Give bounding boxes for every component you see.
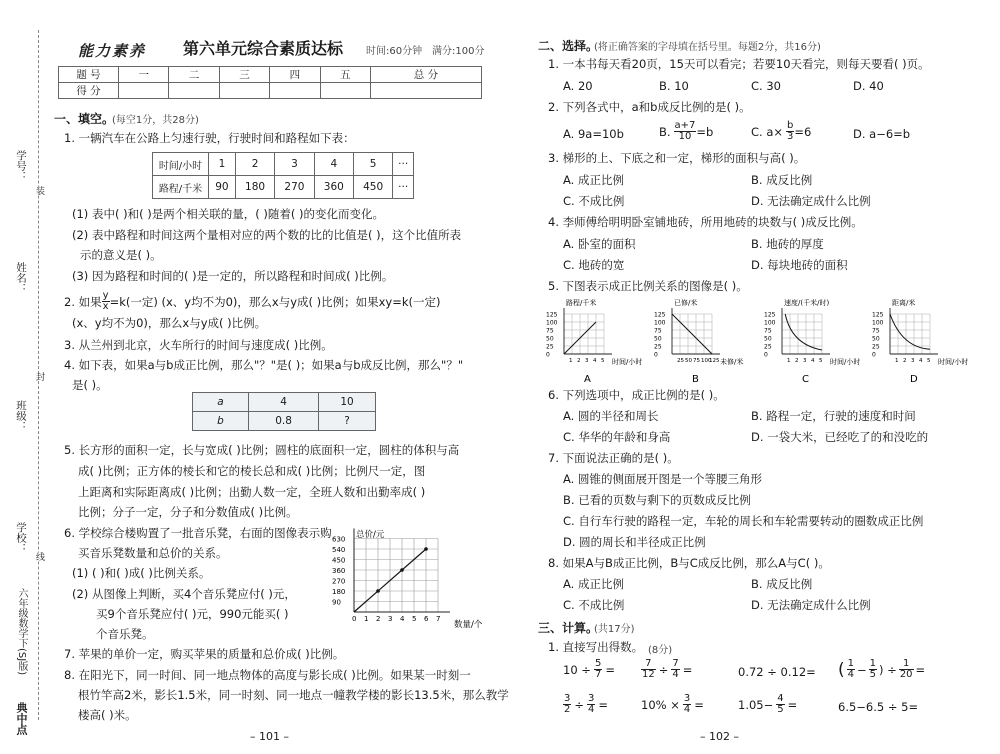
choice-q4-b[interactable]: B. 地砖的厚度 — [751, 237, 824, 251]
fill-q8-c: 楼高( )米。 — [78, 708, 137, 722]
calc-expr-4 — [838, 659, 925, 680]
y-tick-label: 25 — [872, 343, 880, 351]
calc-expr-1 — [563, 659, 615, 680]
choice-q1: 1. 一本书每天看20页，15天可以看完；若要10天看完，则每天要看( )页。 — [548, 57, 930, 71]
fraction-numerator: b — [787, 120, 794, 131]
calc-expr-3: 0.72 ÷ 0.12= — [738, 665, 816, 679]
fill-q1: 1. 一辆汽车在公路上匀速行驶，行驶时间和路程如下表： — [64, 131, 355, 145]
calc-text: = — [787, 697, 798, 712]
x-tick-label: 3 — [388, 615, 393, 623]
choice-q6: 6. 下列选项中，成正比例的是( )。 — [548, 388, 725, 402]
choice-q4-a[interactable]: A. 卧室的面积 — [563, 237, 636, 251]
score-header: 题 号 — [59, 67, 119, 83]
choice-q5: 5. 下图表示成正比例关系的图像是( )。 — [548, 279, 748, 293]
y-tick-label: 75 — [872, 327, 880, 335]
page-title: 第六单元综合素质达标 — [183, 39, 344, 58]
school-label: 学校： — [15, 522, 27, 554]
x-tick-label: 3 — [803, 358, 807, 364]
q1-cell: 4 — [314, 153, 353, 176]
x-tick-label: 75 — [693, 358, 700, 364]
chart-xlabel: 未修/米 — [720, 358, 744, 366]
fraction-numerator: 7 — [672, 658, 679, 669]
fill-q8-a: 8. 在阳光下，同一时间、同一地点物体的高度与影长成( )比例。如果某一时刻一 — [64, 668, 471, 682]
choice-q6-a[interactable]: A. 圆的半径和周长 — [563, 409, 659, 423]
x-tick-label: 0 — [352, 615, 357, 623]
calc-fraction — [587, 694, 595, 715]
q1-cell: 180 — [235, 176, 274, 199]
y-tick-label: 125 — [546, 311, 558, 319]
x-tick-label: 125 — [709, 358, 720, 364]
choice-q8: 8. 如果A与B成正比例，B与C成反比例，那么A与C( )。 — [548, 556, 830, 570]
q4-cell: ? — [319, 412, 376, 431]
fraction-numerator: 3 — [683, 693, 691, 704]
option-letter: B. — [659, 124, 671, 139]
calc-text: = — [598, 697, 609, 712]
choice-q2-a[interactable]: A. 9a=10b — [563, 127, 624, 141]
calc-q1-note: (8分) — [648, 645, 673, 656]
y-tick-label: 0 — [872, 351, 876, 359]
x-tick-label: 2 — [903, 358, 907, 364]
x-tick-label: 5 — [819, 358, 823, 364]
fill-q6-2c: 个音乐凳。 — [96, 627, 154, 641]
choice-q7-c[interactable]: C. 自行车行驶的路程一定，车轮的周长和车轮需要转动的圈数成正比例 — [563, 514, 924, 528]
choice-q2-c[interactable] — [751, 121, 811, 142]
brand-logo: 典中点 — [15, 702, 28, 735]
fill-q5-d: 比例；分子一定，分子和分数值成( )比例。 — [78, 505, 298, 519]
choice-q1-c[interactable]: C. 30 — [751, 79, 781, 93]
y-tick-label: 50 — [546, 335, 554, 343]
fraction-denominator: 4 — [683, 704, 691, 715]
y-tick-label: 360 — [332, 567, 346, 575]
fraction-denominator: 5 — [777, 704, 784, 715]
page-number-left: – 101 – — [250, 730, 289, 743]
choice-q4-d[interactable]: D. 每块地砖的面积 — [751, 258, 848, 272]
x-tick-label: 5 — [927, 358, 931, 364]
choice-q3-b[interactable]: B. 成反比例 — [751, 173, 813, 187]
fill-q5-a: 5. 长方形的面积一定，长与宽成( )比例；圆柱的底面积一定，圆柱的体积与高 — [64, 443, 460, 457]
y-tick-label: 125 — [872, 311, 884, 319]
cut-mark-feng: 封 — [34, 372, 44, 381]
section-2-note: (将正确答案的字母填在括号里。每题2分，共16分) — [594, 42, 821, 53]
calc-text: = — [682, 662, 693, 677]
score-header: 一 — [119, 67, 169, 83]
q5-chart-a[interactable] — [544, 298, 664, 388]
q6-ylabel: 总价/元 — [356, 530, 385, 540]
fraction-denominator: 4 — [672, 669, 679, 680]
calc-text: 1.05− — [738, 697, 774, 712]
x-tick-label: 1 — [364, 615, 369, 623]
fraction-numerator: 1 — [869, 658, 877, 669]
chart-letter: A — [584, 374, 591, 385]
fraction-numerator: a+7 — [674, 120, 696, 131]
student-id-label: 学号： — [15, 150, 27, 182]
chart-xlabel: 时间/小时 — [612, 358, 643, 366]
x-tick-label: 2 — [577, 358, 581, 364]
fill-q2 — [64, 291, 441, 312]
x-tick-label: 1 — [569, 358, 573, 364]
score-header: 总 分 — [370, 67, 481, 83]
calc-text: ÷ — [574, 697, 585, 712]
fraction-numerator: 3 — [564, 693, 571, 704]
cut-mark-xian: 线 — [34, 552, 44, 561]
q1-cell: 2 — [235, 153, 274, 176]
score-header: 五 — [320, 67, 370, 83]
q1-cell: 3 — [275, 153, 314, 176]
calc-fraction — [847, 659, 855, 680]
fill-q6-2a: (2) 从图像上判断，买4个音乐凳应付( )元， — [72, 587, 296, 601]
score-cell[interactable] — [370, 83, 481, 99]
q1-cell: 90 — [209, 176, 236, 199]
choice-q6-d[interactable]: D. 一袋大米，已经吃了的和没吃的 — [751, 430, 929, 444]
fill-q4-a: 4. 如下表，如果a与b成正比例，那么"？"是( )；如果a与b成反比例，那么"？" — [64, 358, 464, 372]
option-letter: C. a× — [751, 124, 784, 139]
q6-xlabel: 数量/个 — [454, 620, 483, 628]
y-tick-label: 75 — [764, 327, 772, 335]
price-point — [424, 547, 428, 551]
chart-letter: C — [802, 374, 809, 385]
y-tick-label: 100 — [654, 319, 666, 327]
section-3-note: (共17分) — [594, 624, 635, 635]
fill-q5-b: 成( )比例；正方体的棱长和它的棱长总和成( )比例；比例尺一定，图 — [78, 464, 426, 478]
fraction-denominator: 4 — [588, 704, 595, 715]
x-tick-label: 6 — [424, 615, 429, 623]
name-label: 姓名： — [15, 262, 27, 294]
calc-expr-6 — [641, 694, 704, 715]
x-tick-label: 3 — [585, 358, 589, 364]
calc-fraction — [899, 659, 914, 680]
choice-q6-b[interactable]: B. 路程一定，行驶的速度和时间 — [751, 409, 916, 423]
calc-fraction — [869, 659, 877, 680]
option-tail: =6 — [794, 124, 812, 139]
calc-text: − — [857, 662, 867, 677]
calc-fraction — [671, 659, 679, 680]
score-cell[interactable] — [169, 83, 219, 99]
class-label: 班级： — [15, 400, 27, 432]
fill-q1-2b: 示的意义是( )。 — [80, 248, 162, 262]
x-tick-label: 4 — [919, 358, 923, 364]
calc-text: = — [605, 662, 615, 677]
q1-cell: 时间/小时 — [153, 153, 209, 176]
choice-q7-b[interactable]: B. 已看的页数与剩下的页数成反比例 — [563, 493, 751, 507]
y-tick-label: 0 — [546, 351, 550, 359]
score-table — [58, 66, 482, 99]
choice-q7-d[interactable]: D. 圆的周长和半径成正比例 — [563, 535, 706, 549]
fraction-denominator: 12 — [642, 669, 655, 680]
y-tick-label: 125 — [764, 311, 776, 319]
calc-text: ) ÷ — [879, 662, 897, 677]
calc-text: = — [694, 697, 704, 712]
fraction-denominator: 5 — [869, 669, 877, 680]
fraction-numerator: 4 — [777, 693, 784, 704]
a-plus-7-over-10-fraction — [674, 121, 697, 142]
q4-cell: 10 — [319, 393, 376, 412]
choice-q8-d[interactable]: D. 无法确定成什么比例 — [751, 598, 871, 612]
choice-q3: 3. 梯形的上、下底之和一定，梯形的面积与高( )。 — [548, 151, 806, 165]
cut-mark-zhuang: 装 — [34, 186, 44, 195]
x-tick-label: 50 — [685, 358, 692, 364]
chart-xlabel: 时间/小时 — [938, 358, 969, 366]
chart-ylabel: 速度/(千米/时) — [784, 299, 830, 307]
fraction-numerator: y — [102, 290, 109, 301]
q1-cell: ··· — [393, 176, 414, 199]
x-tick-label: 1 — [787, 358, 791, 364]
y-tick-label: 50 — [872, 335, 880, 343]
section-3-title: 三、计算。 — [538, 621, 599, 635]
calc-expr-2 — [641, 659, 692, 680]
score-header: 二 — [169, 67, 219, 83]
y-tick-label: 50 — [764, 335, 772, 343]
choice-q4-c[interactable]: C. 地砖的宽 — [563, 258, 625, 272]
score-cell[interactable] — [320, 83, 370, 99]
y-tick-label: 100 — [872, 319, 884, 327]
calc-text: = — [915, 662, 926, 677]
graph-line — [672, 314, 712, 354]
calc-text: 10 ÷ — [563, 662, 591, 677]
y-tick-label: 90 — [332, 598, 341, 607]
fraction-denominator: x — [102, 301, 109, 312]
score-cell[interactable] — [119, 83, 169, 99]
y-tick-label: 540 — [332, 546, 346, 554]
x-tick-label: 1 — [895, 358, 899, 364]
score-header: 三 — [219, 67, 269, 83]
q1-cell: 5 — [353, 153, 392, 176]
fill-q6-2b: 买9个音乐凳应付( )元，990元能买( ) — [96, 607, 289, 621]
score-cell[interactable] — [270, 83, 320, 99]
score-header: 四 — [270, 67, 320, 83]
fraction-denominator: 20 — [899, 669, 913, 680]
y-tick-label: 180 — [332, 588, 346, 596]
fill-q6-b: 买音乐凳数量和总价的关系。 — [78, 546, 228, 560]
fraction-denominator: 3 — [787, 131, 794, 142]
q6-grid — [332, 529, 450, 624]
fill-q1-3: (3) 因为路程和时间的( )是一定的，所以路程和时间成( )比例。 — [72, 269, 394, 283]
chart-ylabel: 路程/千米 — [566, 299, 597, 307]
q1-cell: ··· — [393, 153, 414, 176]
chart-ylabel: 距离/米 — [892, 299, 916, 307]
price-point — [376, 589, 380, 593]
fraction-denominator: 7 — [594, 669, 602, 680]
q1-cell: 1 — [209, 153, 236, 176]
y-tick-label: 75 — [654, 327, 662, 335]
q4-cell: 0.8 — [249, 412, 319, 431]
calc-text: ÷ — [658, 662, 669, 677]
choice-q8-b[interactable]: B. 成反比例 — [751, 577, 813, 591]
x-tick-label: 4 — [811, 358, 815, 364]
fraction-numerator: 5 — [594, 658, 602, 669]
x-tick-label: 100 — [701, 358, 712, 364]
q1-cell: 路程/千米 — [153, 176, 209, 199]
choice-q3-c[interactable]: C. 不成比例 — [563, 194, 625, 208]
q4-cell: a — [193, 393, 249, 412]
calc-fraction — [641, 659, 656, 680]
choice-q2-d[interactable]: D. a−6=b — [853, 127, 911, 141]
choice-q7: 7. 下面说法正确的是( )。 — [548, 451, 679, 465]
calc-expr-8: 6.5−6.5 ÷ 5= — [838, 700, 919, 714]
chart-letter: D — [910, 374, 918, 385]
y-tick-label: 270 — [332, 577, 346, 586]
fraction-denominator: 2 — [564, 704, 571, 715]
page-number-right: – 102 – — [700, 730, 739, 743]
y-tick-label: 0 — [764, 351, 768, 359]
choice-q2-b[interactable] — [659, 121, 713, 142]
fill-q4-b: 是( )。 — [72, 378, 108, 392]
y-tick-label: 630 — [332, 535, 346, 544]
fill-q3: 3. 从兰州到北京，火车所行的时间与速度成( )比例。 — [64, 338, 333, 352]
q5-chart-d[interactable] — [870, 298, 990, 388]
score-cell[interactable] — [219, 83, 269, 99]
calc-expr-5 — [563, 694, 608, 715]
fraction-denominator: 4 — [847, 669, 855, 680]
q1-table — [152, 152, 414, 199]
y-tick-label: 125 — [654, 311, 666, 319]
choice-q4: 4. 李师傅给明明卧室铺地砖，所用地砖的块数与( )成反比例。 — [548, 215, 863, 229]
x-tick-label: 25 — [677, 358, 684, 364]
choice-q8-a[interactable]: A. 成正比例 — [563, 577, 624, 591]
x-tick-label: 3 — [911, 358, 915, 364]
chart-ylabel: 已修/米 — [674, 299, 698, 307]
calc-q1: 1. 直接写出得数。 — [548, 640, 644, 654]
time-limit: 时间:60分钟 — [366, 46, 423, 57]
q1-cell: 450 — [353, 176, 392, 199]
choice-q6-c[interactable]: C. 华华的年龄和身高 — [563, 430, 671, 444]
y-tick-label: 25 — [764, 343, 772, 351]
y-over-x-fraction — [102, 291, 110, 312]
fill-q2-c: (x、y均不为0)，那么x与y成( )比例。 — [72, 316, 267, 330]
binding-strip — [0, 0, 50, 754]
q5-chart-c[interactable] — [762, 298, 882, 388]
calc-text: 10% × — [641, 697, 680, 712]
grade-tag: 六年级数学下(SJ版) — [16, 588, 27, 676]
score-row-label: 得 分 — [59, 83, 119, 99]
fill-q8-b: 根竹竿高2米，影长1.5米，同一时刻、同一地点一幢教学楼的影长13.5米，那么教学 — [78, 688, 509, 702]
x-tick-label: 4 — [400, 615, 405, 623]
choice-q1-d[interactable]: D. 40 — [853, 79, 884, 93]
x-tick-label: 4 — [593, 358, 597, 364]
fill-q6-1: (1) ( )和( )成( )比例关系。 — [72, 566, 211, 580]
y-tick-label: 100 — [546, 319, 558, 327]
q4-cell: b — [193, 412, 249, 431]
q4-cell: 4 — [249, 393, 319, 412]
fraction-numerator: 7 — [641, 659, 656, 670]
y-tick-label: 0 — [654, 351, 658, 359]
logo-text: 能力素养 — [78, 42, 147, 60]
choice-q3-d[interactable]: D. 无法确定成什么比例 — [751, 194, 871, 208]
calc-fraction — [563, 694, 571, 715]
y-tick-label: 100 — [764, 319, 776, 327]
fill-q5-c: 上距离和实际距离成( )比例；出勤人数一定，全班人数和出勤率成( ) — [78, 485, 426, 499]
q1-cell: 360 — [314, 176, 353, 199]
calc-fraction — [683, 694, 691, 715]
calc-text: ( — [838, 659, 845, 680]
q5-chart-b[interactable] — [652, 298, 772, 388]
section-1-note: (每空1分，共28分) — [112, 115, 199, 126]
choice-q1-a[interactable]: A. 20 — [563, 79, 593, 93]
choice-q2: 2. 下列各式中，a和b成反比例的是( )。 — [548, 100, 751, 114]
y-tick-label: 25 — [654, 343, 662, 351]
x-tick-label: 2 — [795, 358, 799, 364]
calc-fraction — [776, 694, 784, 715]
q4-table — [192, 392, 376, 431]
graph-curve — [890, 314, 930, 349]
choice-q8-c[interactable]: C. 不成比例 — [563, 598, 625, 612]
chart-xlabel: 时间/小时 — [830, 358, 861, 366]
calc-fraction — [594, 659, 602, 680]
x-tick-label: 5 — [601, 358, 605, 364]
calc-expr-7 — [738, 694, 797, 715]
y-tick-label: 50 — [654, 335, 662, 343]
fill-q2-a: 2. 如果 — [64, 294, 102, 309]
section-1-title: 一、填空。 — [54, 112, 115, 126]
chart-letter: B — [692, 374, 699, 385]
b-over-3-fraction — [786, 121, 794, 142]
option-tail: =b — [696, 124, 714, 139]
x-tick-label: 7 — [436, 615, 441, 623]
fill-q2-b: =k(一定) (x、y均不为0)，那么x与y成( )比例；如果xy=k(一定) — [109, 294, 441, 309]
x-tick-label: 5 — [412, 615, 417, 623]
price-point — [400, 568, 404, 572]
choice-q7-a[interactable]: A. 圆锥的侧面展开图是一个等腰三角形 — [563, 472, 762, 486]
choice-q3-a[interactable]: A. 成正比例 — [563, 173, 624, 187]
full-score: 满分:100分 — [432, 46, 485, 57]
fill-q6-a: 6. 学校综合楼购置了一批音乐凳，右面的图像表示购 — [64, 526, 332, 540]
fraction-denominator: 10 — [678, 131, 692, 142]
section-2-title: 二、选择。 — [538, 39, 599, 53]
fraction-numerator: 1 — [899, 659, 914, 670]
q6-price-chart — [330, 528, 490, 628]
fill-q1-2a: (2) 表中路程和时间这两个量相对应的两个数的比的比值是( )，这个比值所表 — [72, 228, 462, 242]
fill-q1-1: (1) 表中( )和( )是两个相关联的量，( )随着( )的变化而变化。 — [72, 207, 384, 221]
graph-curve — [785, 314, 822, 350]
q1-cell: 270 — [275, 176, 314, 199]
choice-q1-b[interactable]: B. 10 — [659, 79, 689, 93]
x-tick-label: 2 — [376, 615, 381, 623]
y-tick-label: 75 — [546, 327, 554, 335]
fill-q7: 7. 苹果的单价一定，购买苹果的质量和总价成( )比例。 — [64, 647, 345, 661]
y-tick-label: 25 — [546, 343, 554, 351]
fraction-numerator: 1 — [847, 658, 855, 669]
fraction-numerator: 3 — [588, 693, 595, 704]
y-tick-label: 450 — [332, 556, 346, 565]
